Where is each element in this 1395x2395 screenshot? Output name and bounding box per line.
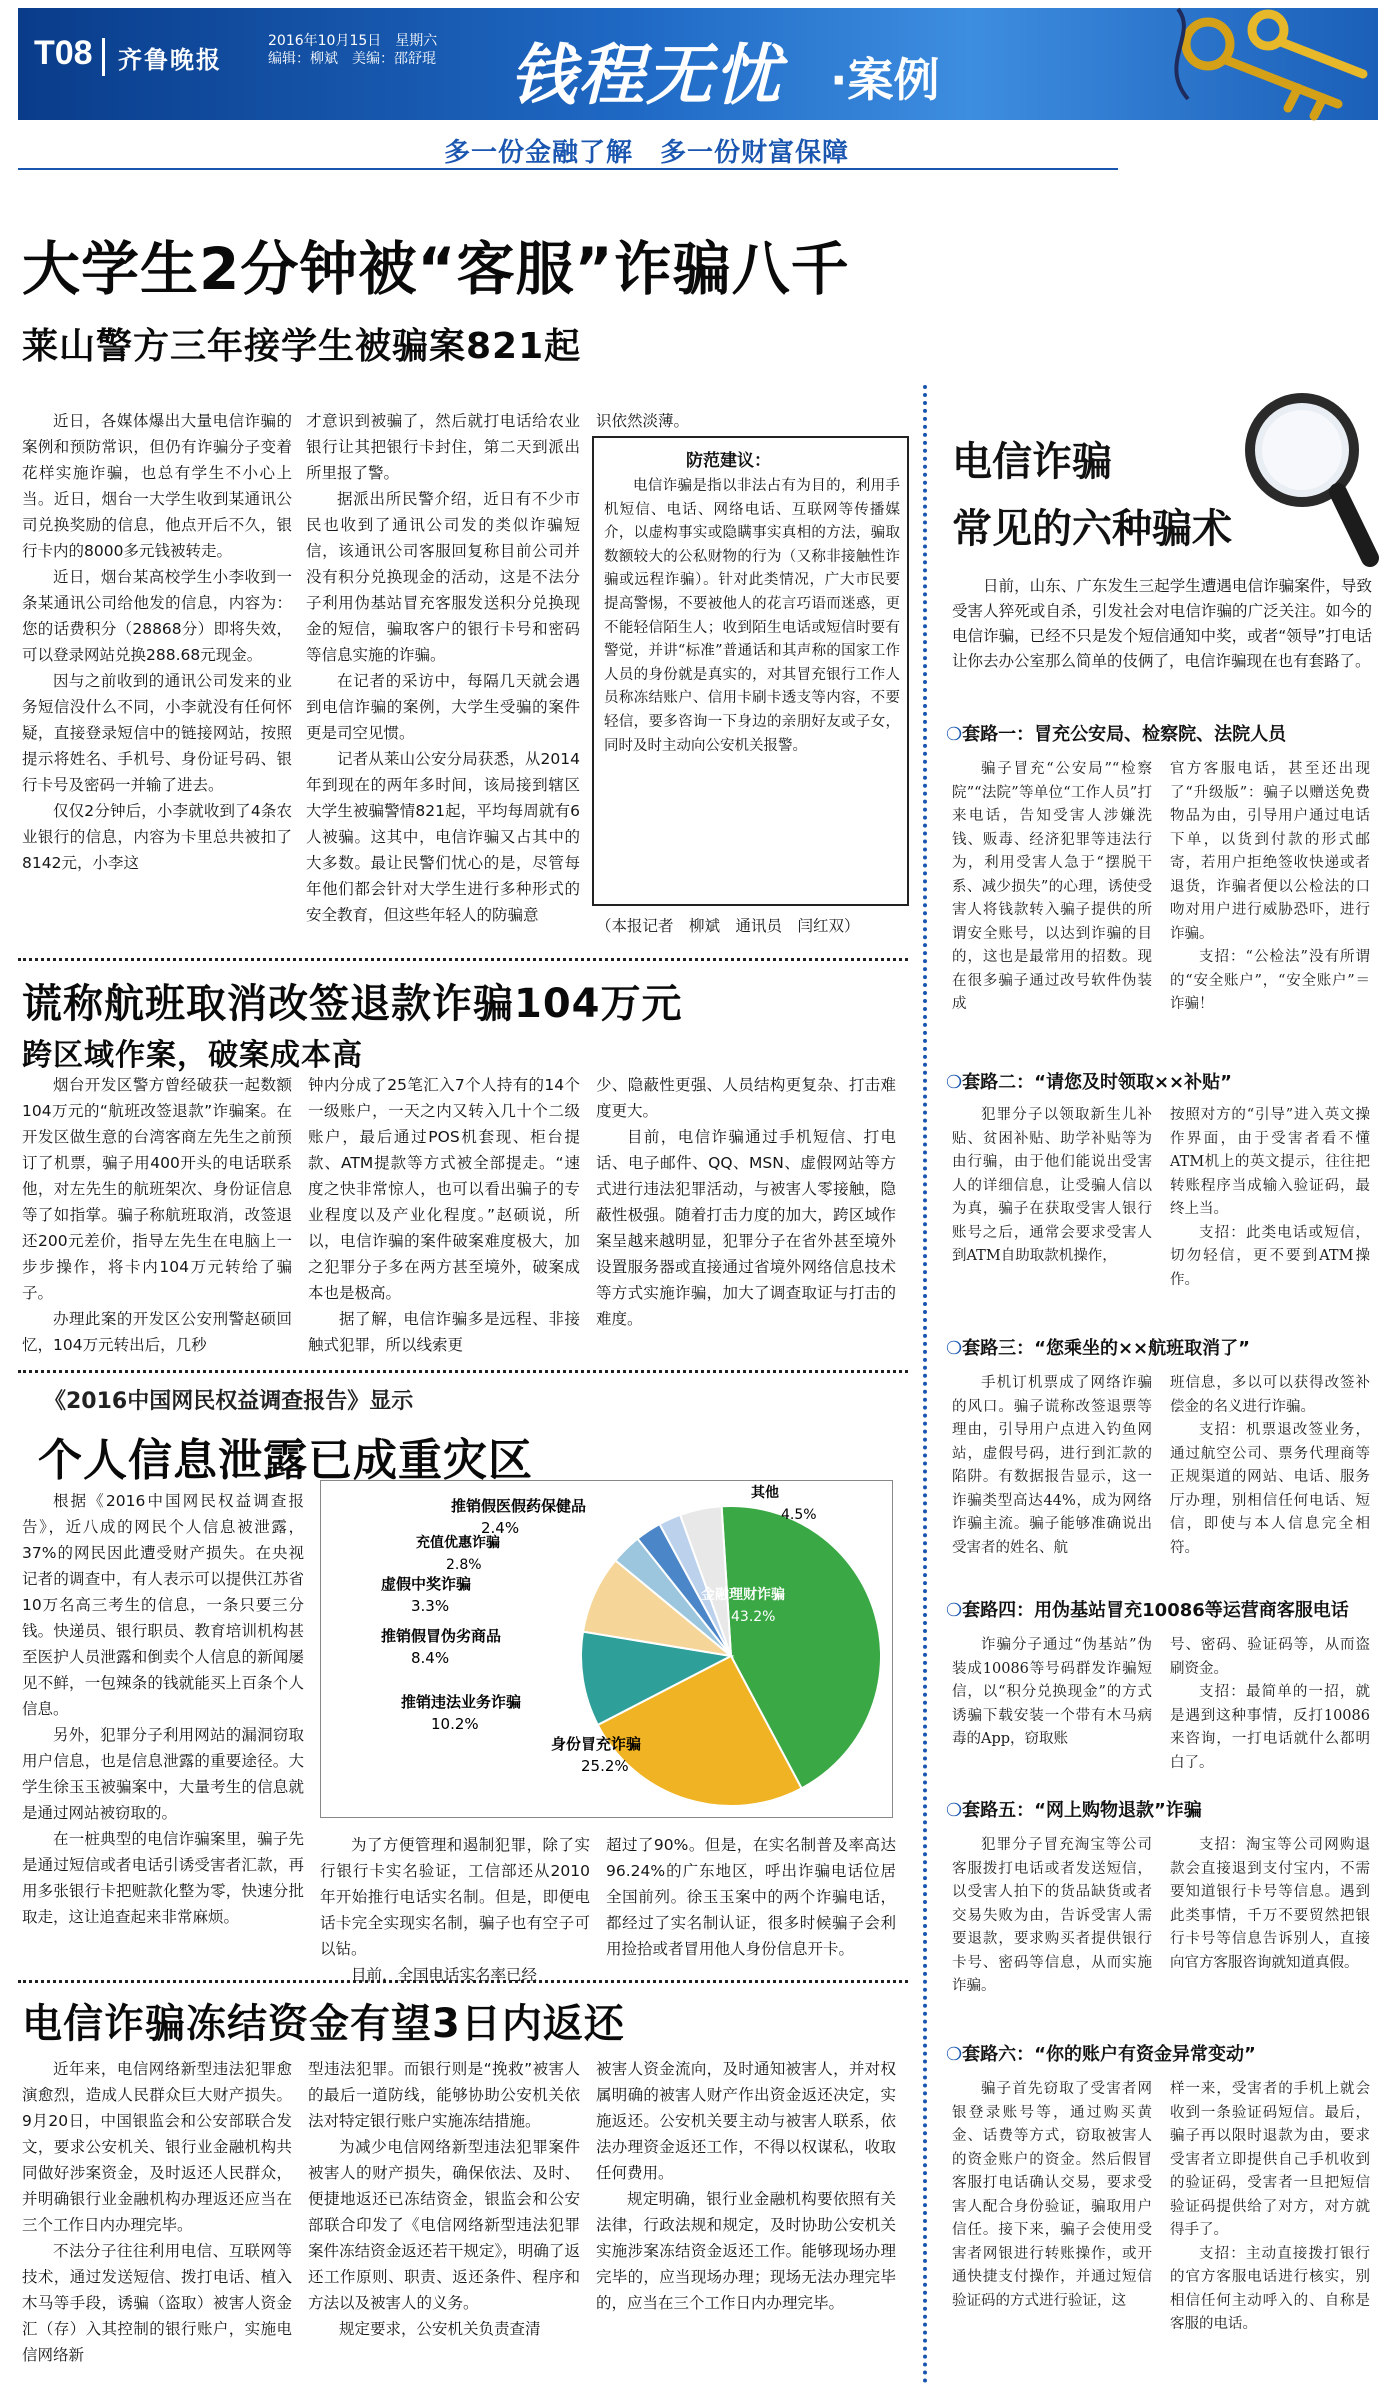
paragraph: 据派出所民警介绍，近日有不少市民也收到了通讯公司发的类似诈骗短信，该通讯公司客服回复称目前公司并没有积分兑换现金的活动，这是不法分子利用伪基站冒充客服发送积分兑换现金的短信，骗取客户的银行卡号和密码等信息实施的诈骗。	[306, 490, 580, 664]
pie-value-label: 43.2%	[731, 1609, 776, 1625]
trick-2-heading	[946, 1068, 1232, 1094]
bullet-icon: ❍	[946, 2044, 963, 2065]
masthead-divider	[102, 38, 105, 76]
paragraph: 目前，电信诈骗通过手机短信、打电话、电子邮件、QQ、MSN、虚假网站等方式进行违法犯罪活动，与被害人零接触，隐蔽性极强。随着打击力度的加大，跨区域作案呈越来越明显，犯罪分子在省外甚至境外设置服务器或直接通过省境外网络信息技术等方式实施诈骗，加大了调查取证与打击的难度。	[596, 1128, 896, 1328]
paragraph: 支招：淘宝等公司网购退款会直接退到支付宝内，不需要知道银行卡号等信息。遇到此类事情，千万不要贸然把银行卡号等信息告诉别人，直接向官方客服咨询就知道真假。	[1170, 1837, 1370, 1971]
pie-value-label: 4.5%	[781, 1507, 817, 1523]
story1-column-3-top: 识依然淡薄。	[596, 412, 690, 430]
trick-3-heading	[946, 1334, 1250, 1360]
paragraph: 在一桩典型的电信诈骗案里，骗子先是通过短信或者电话引诱受害者汇款，再用多张银行卡把赃款化整为零，快速分批取走，这让追查起来非常麻烦。	[22, 1830, 304, 1926]
trick-6-right	[1170, 2078, 1370, 2337]
pie-label: 金融理财诈骗	[701, 1587, 785, 1603]
magnifier-icon	[1230, 380, 1380, 570]
pie-chart-box	[320, 1480, 893, 1818]
paragraph: 规定明确，银行业金融机构要依照有关法律，行政法规和规定，及时协助公安机关实施涉案冻结资金返还工作。能够现场办理完毕的，应当现场办理；现场无法办理完毕的，应当在三个工作日内办理完毕。	[596, 2190, 896, 2312]
pie-value-label: 8.4%	[411, 1649, 450, 1667]
story3-column-1	[22, 1488, 304, 1930]
paragraph: 按照对方的“引导”进入英文操作界面，由于受害者看不懂ATM机上的英文提示，往往把转账程序当成输入验证码，最终上当。	[1170, 1107, 1370, 1217]
paragraph: 仅仅2分钟后，小李就收到了4条农业银行的信息，内容为卡里总共被扣了8142元，小李这	[22, 802, 292, 872]
paragraph: 支招：此类电话或短信，切勿轻信，更不要到ATM操作。	[1170, 1224, 1370, 1288]
trick-3-left	[952, 1372, 1152, 1560]
pie-label: 身份冒充诈骗	[551, 1735, 642, 1753]
paragraph: 为了方便管理和遏制犯罪，除了实行银行卡实名验证，工信部还从2010年开始推行电话实名制。但是，即便电话卡完全实现实名制，骗子也有空子可以钻。	[320, 1836, 590, 1958]
trick-4-right	[1170, 1634, 1370, 1775]
paragraph: 近日，各媒体爆出大量电信诈骗的案例和预防常识，但仍有诈骗分子变着花样实施诈骗，也总有学生不小心上当。近日，烟台一大学生收到某通讯公司兑换奖励的信息，他点开后不久，银行卡内的8000多元钱被转走。	[22, 412, 292, 560]
paragraph: 近日，烟台某高校学生小李收到一条某通讯公司给他发的信息，内容为：您的话费积分（28868分）即将失效，可以登录网站兑换288.68元现金。	[22, 568, 292, 664]
story4-headline: 电信诈骗冻结资金有望3日内返还	[22, 2001, 625, 2047]
paragraph: 支招：机票退改签业务，通过航空公司、票务代理商等正规渠道的网站、电话、服务厅办理，别相信任何电话、短信，即使与本人信息完全相符。	[1170, 1422, 1370, 1556]
paragraph: 烟台开发区警方曾经破获一起数额104万元的“航班改签退款”诈骗案。在开发区做生意的台湾客商左先生之前预订了机票，骗子用400开头的电话联系他，对左先生的航班架次、身份证信息等了如指掌。骗子称航班取消，改签退还200元差价，指导左先生在电脑上一步步操作，将卡内104万元转给了骗子。	[22, 1076, 292, 1302]
paragraph: 支招：“公检法”没有所谓的“安全账户”，“安全账户”＝诈骗！	[1170, 949, 1370, 1012]
story3-column-2	[320, 1832, 590, 1988]
pie-value-label: 2.8%	[446, 1557, 482, 1573]
story1-column-2	[306, 408, 580, 928]
paragraph: 少、隐蔽性更强、人员结构更复杂、打击难度更大。	[596, 1076, 896, 1120]
paragraph: 据了解，电信诈骗多是远程、非接触式犯罪，所以线索更	[308, 1310, 580, 1354]
paragraph: 号、密码、验证码等，从而盗刷资金。	[1170, 1637, 1370, 1677]
paragraph: 根据《2016中国网民权益调查报告》，近八成的网民个人信息被泄露，37%的网民因此遭受财产损失。在央视记者的调查中，有人表示可以提供江苏省10万名高三考生的信息，一条只要三分钱。快递员、银行职员、教育培训机构甚至医护人员泄露和倒卖个人信息的新闻屡见不鲜，一包辣条的钱就能买上百条个人信息。	[22, 1492, 304, 1718]
story2-subhead: 跨区域作案，破案成本高	[22, 1038, 363, 1073]
section-subtitle: ·案例	[830, 53, 940, 107]
paragraph: 支招：主动直接拨打银行的官方客服电话进行核实，别相信任何主动呼入的、自称是客服的电话。	[1170, 2245, 1370, 2332]
trick-3-title: 套路三：“您乘坐的××航班取消了”	[962, 1338, 1250, 1359]
pie-chart	[321, 1481, 894, 1819]
paragraph: 样一来，受害者的手机上就会收到一条验证码短信。最后，骗子再以限时退款为由，要求受害者立即提供自己手机收到的验证码，受害者一旦把短信验证码提供给了对方，对方就得手了。	[1170, 2081, 1370, 2238]
trick-6-heading	[946, 2040, 1256, 2066]
pie-label: 虚假中奖诈骗	[381, 1575, 472, 1593]
pie-value-label: 3.3%	[411, 1597, 450, 1615]
story3-kicker: 《2016中国网民权益调查报告》显示	[44, 1389, 414, 1414]
trick-2-right	[1170, 1104, 1370, 1292]
trick-4-heading	[946, 1596, 1349, 1622]
bullet-icon: ❍	[946, 1800, 963, 1821]
pie-label: 推销违法业务诈骗	[401, 1693, 522, 1711]
paper-name: 齐鲁晚报	[118, 45, 222, 74]
paragraph: 超过了90%。但是，在实名制普及率高达96.24%的广东地区，呼出诈骗电话位居全国前列。徐玉玉案中的两个诈骗电话，都经过了实名制认证，很多时候骗子会利用捡拾或者冒用他人身份信息开卡。	[606, 1836, 896, 1958]
paragraph: 犯罪分子冒充淘宝等公司客服拨打电话或者发送短信，以受害人拍下的货品缺货或者交易失败为由，告诉受害人需要退款，要求购买者提供银行卡号、密码等信息，从而实施诈骗。	[952, 1837, 1152, 1994]
story2-column-1	[22, 1072, 292, 1358]
paragraph: 因与之前收到的通讯公司发来的业务短信没什么不同，小李就没有任何怀疑，直接登录短信中的链接网站，按照提示将姓名、手机号、身份证号码、银行卡号及密码一并输了进去。	[22, 672, 292, 794]
paragraph: 班信息，多以可以获得改签补偿金的名义进行诈骗。	[1170, 1375, 1370, 1415]
trick-5-right	[1170, 1834, 1370, 1975]
trick-6-title: 套路六：“你的账户有资金异常变动”	[962, 2044, 1256, 2065]
story3-column-3	[606, 1832, 896, 1962]
date-line: 2016年10月15日 星期六	[268, 33, 438, 49]
story3-headline: 个人信息泄露已成重灾区	[38, 1435, 533, 1486]
paragraph: 手机订机票成了网络诈骗的风口。骗子谎称改签退票等理由，引导用户点进入钓鱼网站，虚假号码，进行到汇款的陷阱。有数据报告显示，这一诈骗类型高达44%，成为网络诈骗主流。骗子能够准确说出受害者的姓名、航	[952, 1375, 1152, 1556]
story1-subhead: 莱山警方三年接学生被骗案821起	[22, 326, 582, 367]
pie-value-label: 10.2%	[431, 1715, 479, 1733]
trick-4-title: 套路四：用伪基站冒充10086等运营商客服电话	[962, 1600, 1349, 1621]
story4-column-1	[22, 2056, 292, 2368]
bullet-icon: ❍	[946, 1338, 963, 1359]
trick-1-title: 套路一：冒充公安局、检察院、法院人员	[962, 724, 1287, 745]
paragraph: 规定要求，公安机关负责查清	[339, 2320, 541, 2338]
trick-4-left	[952, 1634, 1152, 1752]
trick-5-heading	[946, 1796, 1202, 1822]
trick-5-left	[952, 1834, 1152, 1999]
trick-2-title: 套路二：“请您及时领取××补贴”	[962, 1072, 1232, 1093]
golden-keys-icon	[1138, 4, 1378, 122]
advice-title: 防范建议：	[686, 451, 771, 471]
story1-headline: 大学生2分钟被“客服”诈骗八千	[22, 235, 850, 303]
sidebar-intro	[952, 574, 1372, 674]
paragraph: 型违法犯罪。而银行则是“挽救”被害人的最后一道防线，能够协助公安机关依法对特定银行账户实施冻结措施。	[308, 2060, 580, 2130]
paragraph: 不法分子往往利用电信、互联网等技术，通过发送短信、拨打电话、植入木马等手段，诱骗（盗取）被害人资金汇（存）入其控制的银行账户，实施电信网络新	[22, 2242, 292, 2364]
section-title: 钱程无忧	[510, 36, 782, 114]
paragraph: 办理此案的开发区公安刑警赵硕回忆，104万元转出后，几秒	[22, 1310, 292, 1354]
bullet-icon: ❍	[946, 1600, 963, 1621]
trick-1-heading	[946, 720, 1286, 746]
trick-1-left	[952, 758, 1152, 1017]
trick-2-left	[952, 1104, 1152, 1269]
paragraph: 诈骗分子通过“伪基站”伪装成10086等号码群发诈骗短信，以“积分兑换现金”的方式诱骗下载安装一个带有木马病毒的App，窃取账	[952, 1637, 1152, 1747]
pie-label: 充值优惠诈骗	[416, 1535, 500, 1551]
story2-headline: 谎称航班取消改签退款诈骗104万元	[22, 981, 683, 1027]
slogan: 多一份金融了解 多一份财富保障	[444, 138, 850, 168]
pie-label: 推销假医假药保健品	[451, 1497, 587, 1515]
paragraph: 官方客服电话，甚至还出现了“升级版”：骗子以赠送免费物品为由，引导用户通过电话下单，以货到付款的形式邮寄，若用户拒绝签收快递或者退货，诈骗者便以公检法的口吻对用户进行威胁恐吓，进行诈骗。	[1170, 761, 1370, 942]
paragraph: 另外，犯罪分子利用网站的漏洞窃取用户信息，也是信息泄露的重要途径。大学生徐玉玉被骗案中，大量考生的信息就是通过网站被窃取的。	[22, 1726, 304, 1822]
trick-3-right	[1170, 1372, 1370, 1560]
paragraph: 日前，山东、广东发生三起学生遭遇电信诈骗案件，导致受害人猝死或自杀，引发社会对电信诈骗的广泛关注。如今的电信诈骗，已经不只是发个短信通知中奖，或者“领导”打电话让你去办公室那么简单的伎俩了，电信诈骗现在也有套路了。	[952, 577, 1372, 670]
sidebar-title-line-1: 电信诈骗	[952, 439, 1112, 485]
story1-byline: （本报记者 柳斌 通讯员 闫红双）	[596, 917, 860, 935]
advice-text	[604, 475, 900, 758]
paragraph: 钟内分成了25笔汇入7个人持有的14个一级账户，一天之内又转入几十个二级账户，最后通过POS机套现、柜台提款、ATM提款等方式被全部提走。“速度之快非常惊人，也可以看出骗子的专业程度以及产业化程度。”赵硕说，所以，电信诈骗的案件破案难度极大，加之犯罪分子多在两方甚至境外，破案成本也是极高。	[308, 1076, 580, 1302]
paragraph: 骗子首先窃取了受害者网银登录账号等，通过购买黄金、话费等方式，窃取被害人的资金账户的资金。然后假冒客服打电话确认交易，要求受害人配合身份验证，骗取用户信任。接下来，骗子会使用受害者网银进行转账操作，或开通快捷支付操作，并通过短信验证码的方式进行验证，这	[952, 2081, 1152, 2309]
page-code: T08	[34, 34, 93, 72]
bullet-icon: ❍	[946, 1072, 963, 1093]
story1-column-1	[22, 408, 292, 876]
trick-5-title: 套路五：“网上购物退款”诈骗	[962, 1800, 1202, 1821]
masthead-meta	[268, 32, 437, 68]
paragraph: 目前，全国电话实名率已经	[351, 1966, 538, 1984]
bullet-icon: ❍	[946, 724, 963, 745]
pie-label: 推销假冒伪劣商品	[381, 1627, 502, 1645]
sidebar-title-line-2: 常见的六种骗术	[952, 506, 1232, 552]
pie-value-label: 2.4%	[481, 1519, 520, 1537]
paragraph: 近年来，电信网络新型违法犯罪愈演愈烈，造成人民群众巨大财产损失。9月20日，中国银监会和公安部联合发文，要求公安机关、银行业金融机构共同做好涉案资金，及时返还人民群众，并明确银行业金融机构办理返还应当在三个工作日内办理完毕。	[22, 2060, 292, 2234]
paragraph: 支招：最简单的一招，就是遇到这种事情，反打10086来咨询，一打电话就什么都明白了。	[1170, 1684, 1370, 1771]
section-divider	[18, 1370, 908, 1373]
paragraph: 犯罪分子以领取新生儿补贴、贫困补贴、助学补贴等为由行骗，由于他们能说出受害人的详细信息，让受骗人信以为真，骗子在获取受害人银行账号之后，通常会要求受害人到ATM自助取款机操作，	[952, 1107, 1152, 1264]
pie-value-label: 25.2%	[581, 1757, 629, 1775]
paragraph: 记者从莱山公安分局获悉，从2014年到现在的两年多时间，该局接到辖区大学生被骗警情821起，平均每周就有6人被骗。这其中，电信诈骗又占其中的大多数。最让民警们忧心的是，尽管每年他们都会针对大学生进行多种形式的安全教育，但这些年轻人的防骗意	[306, 750, 580, 924]
trick-1-right	[1170, 758, 1370, 1017]
pie-label: 其他	[751, 1485, 779, 1501]
story4-column-3	[596, 2056, 896, 2316]
story4-column-2	[308, 2056, 580, 2342]
section-divider	[18, 958, 908, 961]
paragraph: 才意识到被骗了，然后就打电话给农业银行让其把银行卡封住，第二天到派出所里报了警。	[306, 412, 580, 482]
story2-column-2	[308, 1072, 580, 1358]
paragraph: 在记者的采访中，每隔几天就会遇到电信诈骗的案例，大学生受骗的案件更是司空见惯。	[306, 672, 580, 742]
paragraph: 为减少电信网络新型违法犯罪案件被害人的财产损失，确保依法、及时、便捷地返还已冻结资金，银监会和公安部联合印发了《电信网络新型违法犯罪案件冻结资金返还若干规定》，明确了返还工作原则、职责、返还条件、程序和方法以及被害人的义务。	[308, 2138, 580, 2312]
paragraph: 骗子冒充“公安局”“检察院”“法院”等单位“工作人员”打来电话，告知受害人涉嫌洗钱、贩毒、经济犯罪等违法行为，利用受害人急于“摆脱干系、减少损失”的心理，诱使受害人将钱款转入骗子提供的所谓安全账号，以达到诈骗的目的，这也是最常用的招数。现在很多骗子通过改号软件伪装成	[952, 761, 1152, 1012]
paragraph: 被害人资金流向，及时通知被害人，并对权属明确的被害人财产作出资金返还决定，实施返还。公安机关要主动与被害人联系，依法办理资金返还工作，不得以权谋私，收取任何费用。	[596, 2060, 896, 2182]
trick-6-left	[952, 2078, 1152, 2313]
section-divider	[18, 1980, 908, 1983]
paragraph: 电信诈骗是指以非法占有为目的，利用手机短信、电话、网络电话、互联网等传播媒介，以虚构事实或隐瞒事实真相的方法，骗取数额较大的公私财物的行为（又称非接触性诈骗或远程诈骗）。针对此类情况，广大市民要提高警惕，不要被他人的花言巧语而迷惑，更不能轻信陌生人；收到陌生电话或短信时要有警觉，并讲“标准”普通话和其声称的国家工作人员的身份就是真实的，对其冒充银行工作人员称冻结账户、信用卡刷卡透支等内容，不要轻信，要多咨询一下身边的亲朋好友或子女，同时及时主动向公安机关报警。	[604, 478, 900, 754]
slogan-rule	[18, 168, 1118, 170]
editor-line: 编辑：柳斌 美编：邵舒琨	[268, 51, 436, 67]
story2-column-3	[596, 1072, 896, 1332]
